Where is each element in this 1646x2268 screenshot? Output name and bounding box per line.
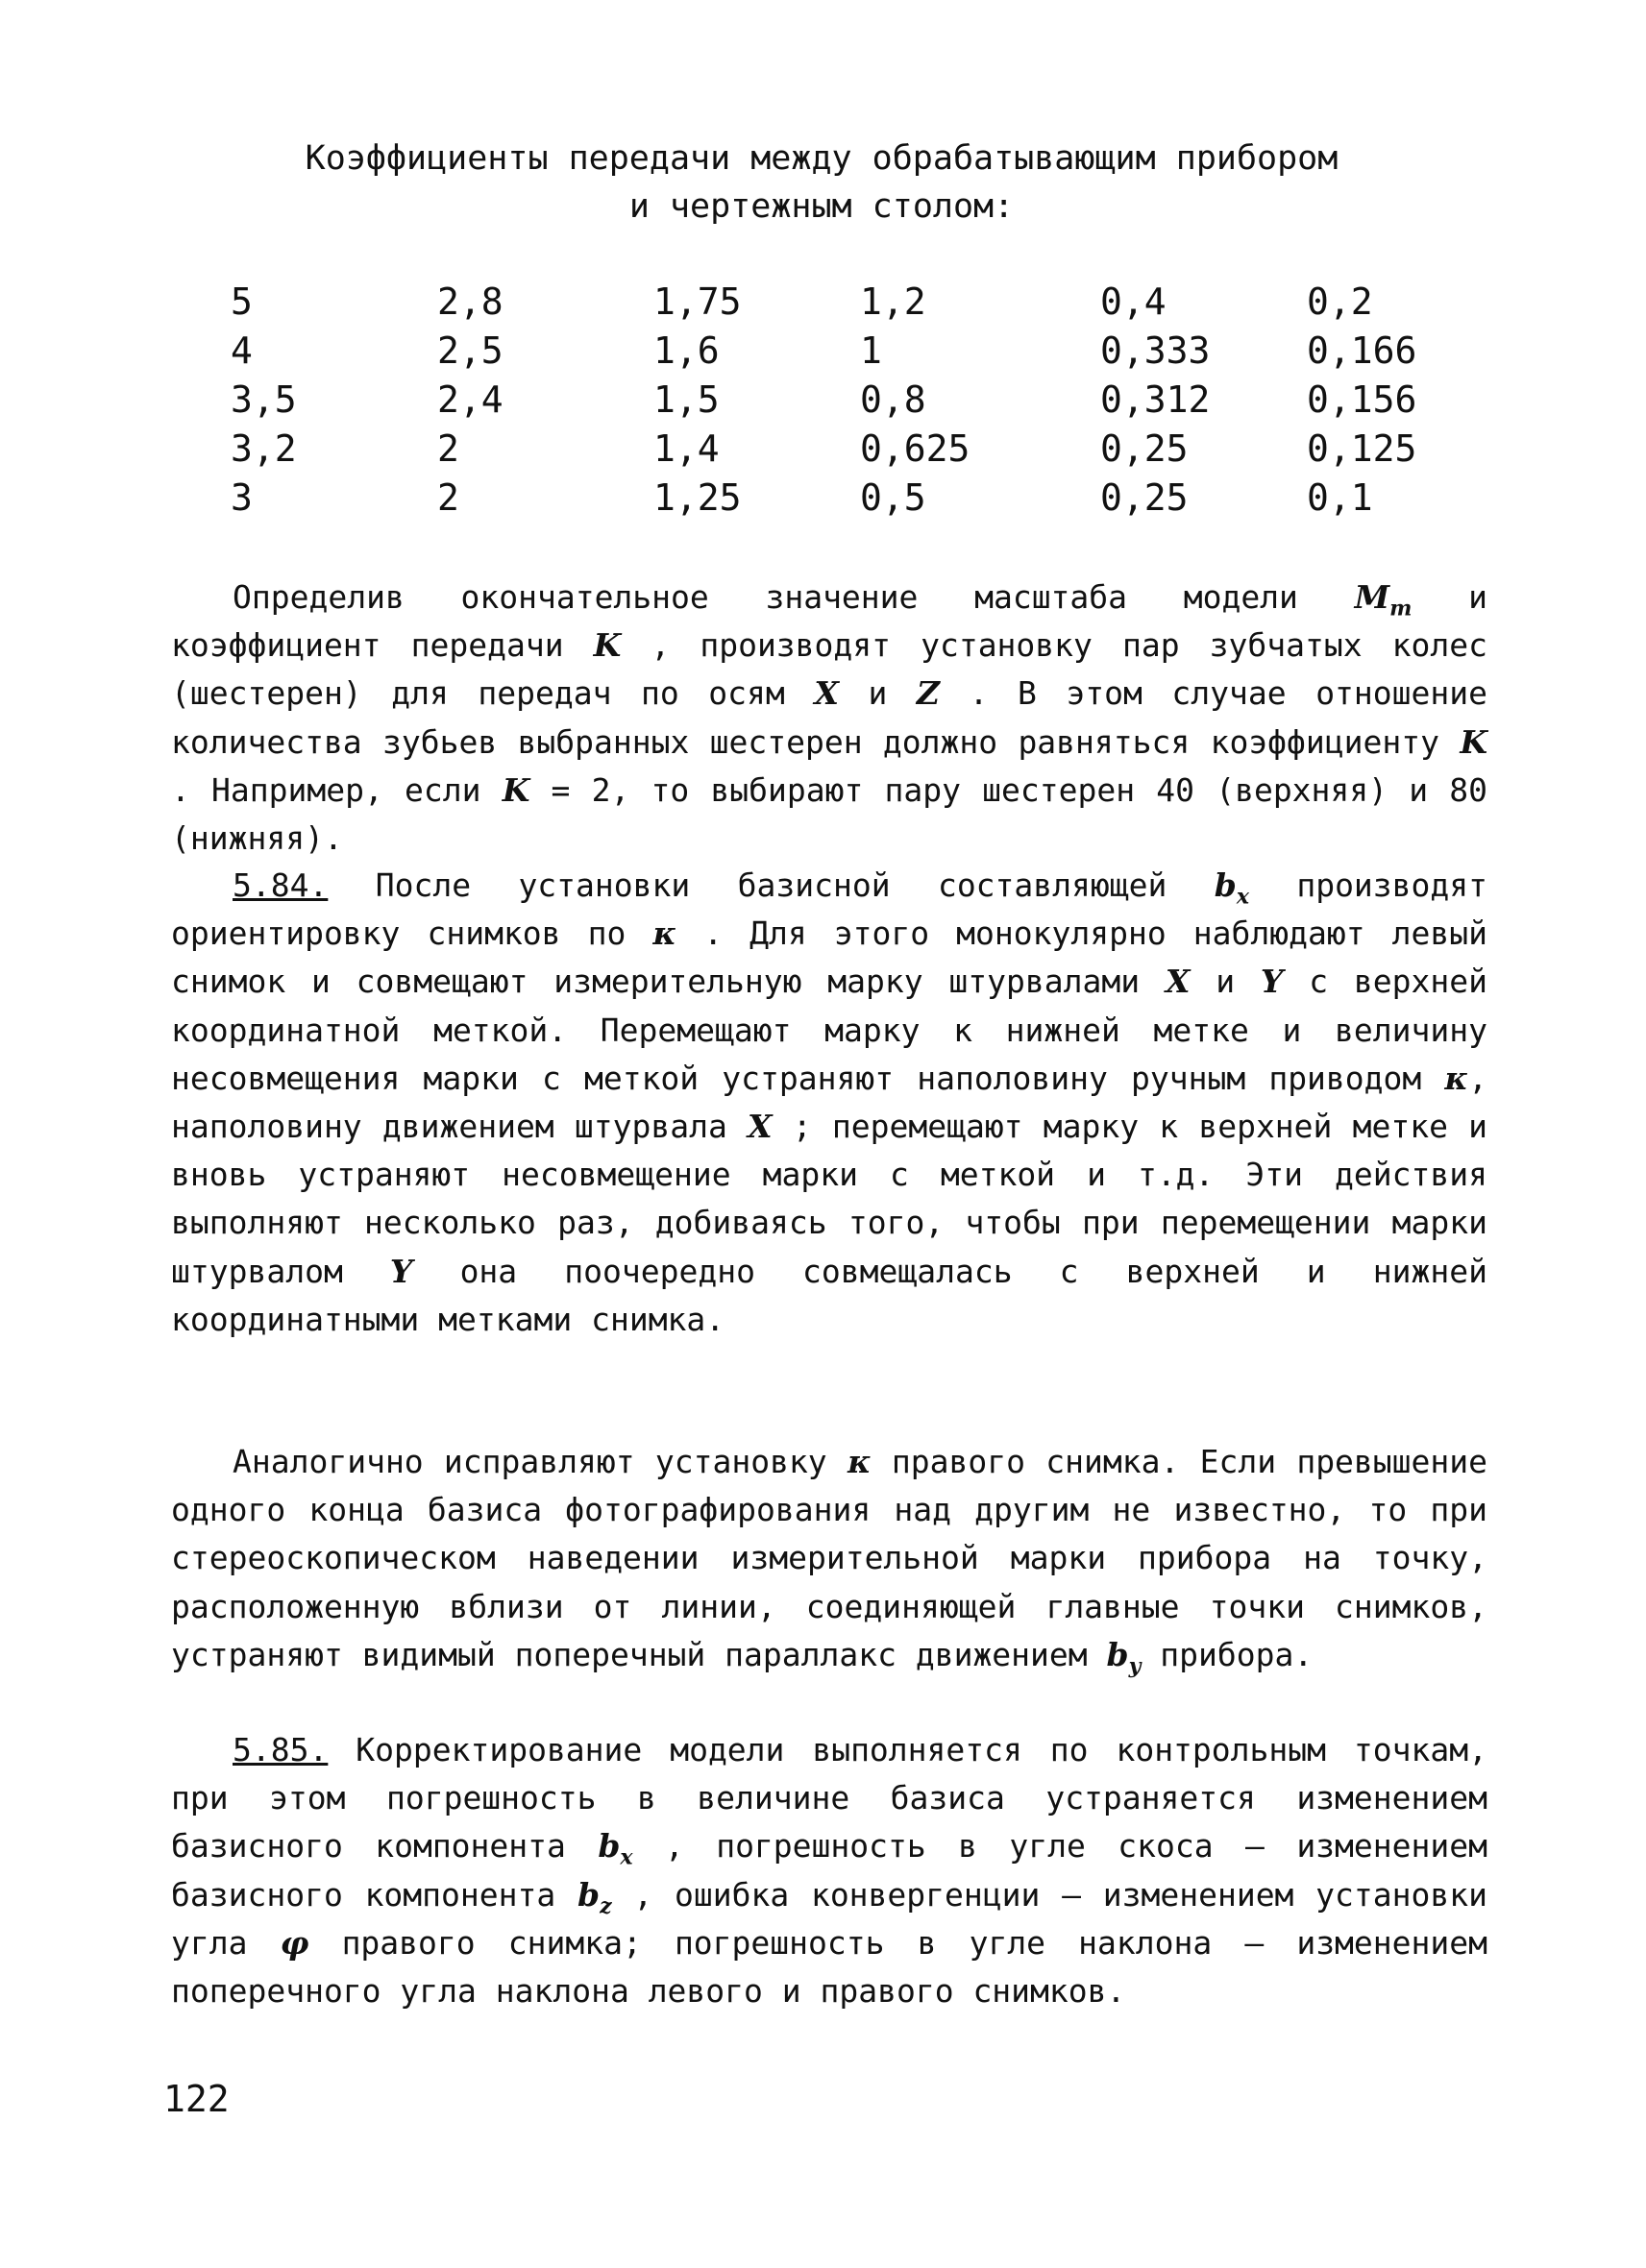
coefficients-table-body bbox=[231, 277, 1461, 522]
math-symbol bbox=[598, 1827, 633, 1870]
title-line-1: Коэффициенты передачи между обрабатывающим прибором bbox=[305, 139, 1339, 178]
text-run: и bbox=[1190, 963, 1261, 1001]
table-cell: 0,25 bbox=[1100, 476, 1189, 519]
table-cell: 1,25 bbox=[653, 476, 742, 519]
math-symbol: X bbox=[1165, 963, 1191, 1001]
math-subscript: z bbox=[600, 1893, 612, 1919]
table-cell: 0,25 bbox=[1100, 427, 1189, 470]
math-subscript: x bbox=[620, 1845, 633, 1870]
table-cell: 1,75 bbox=[653, 280, 742, 323]
table-cell: 0,625 bbox=[860, 427, 970, 470]
table-cell: 0,5 bbox=[860, 476, 926, 519]
page-number: 122 bbox=[163, 2078, 230, 2120]
text-run: После установки базисной составляющей bbox=[328, 866, 1215, 904]
paragraph-1 bbox=[171, 573, 1487, 863]
table-cell: 1,2 bbox=[860, 280, 926, 323]
text-run: . Например, если bbox=[171, 770, 503, 809]
text-run: . Для этого монокулярно наблюдают левый снимок и совмещают измерительную марку штурвалами bbox=[171, 915, 1487, 1001]
math-letter: M bbox=[1354, 578, 1390, 616]
math-symbol: Y bbox=[1260, 963, 1284, 1001]
text-run: , наполовину движением штурвала bbox=[171, 1059, 1487, 1146]
table-cell: 1,4 bbox=[653, 427, 720, 470]
table-cell: 1,6 bbox=[653, 329, 720, 372]
table-cell: 2,8 bbox=[437, 280, 504, 323]
math-symbol bbox=[1354, 578, 1413, 622]
table-cell: 1,5 bbox=[653, 378, 720, 421]
table-cell: 4 bbox=[231, 329, 253, 372]
coefficients-table bbox=[231, 277, 1461, 522]
table-title bbox=[163, 134, 1480, 231]
math-symbol: X bbox=[814, 674, 839, 713]
table-cell: 3,5 bbox=[231, 378, 297, 421]
table-row bbox=[231, 424, 1461, 473]
table-cell: 2 bbox=[437, 476, 459, 519]
text-run: , ошибка конвергенции – изменением установки угла bbox=[171, 1875, 1487, 1962]
table-row bbox=[231, 277, 1461, 326]
text-run: правого снимка. Если превышение одного конца базиса фотографирования над другим не известно, то при стереоскопическом наведении измерительной марки прибора на точку, расположенную вблизи от линии, соединяющей главные точки снимков, устраняют видимый поперечный параллакс движением bbox=[171, 1443, 1487, 1673]
table-cell: 0,8 bbox=[860, 378, 926, 421]
math-subscript: m bbox=[1389, 596, 1413, 622]
math-symbol: K bbox=[502, 770, 530, 809]
math-letter: b bbox=[1214, 866, 1237, 904]
text-run: . В этом случае отношение количества зубьев выбранных шестерен должно равняться коэффициенту bbox=[171, 674, 1487, 761]
title-line-2: и чертежным столом: bbox=[628, 187, 1015, 226]
math-symbol: K bbox=[1460, 722, 1487, 761]
section-number: 5.84. bbox=[233, 866, 329, 904]
math-letter: b bbox=[598, 1827, 621, 1866]
math-subscript: x bbox=[1236, 884, 1249, 910]
math-symbol: Y bbox=[389, 1252, 413, 1290]
table-row bbox=[231, 375, 1461, 424]
math-letter: b bbox=[1106, 1635, 1129, 1673]
math-symbol: κ bbox=[652, 915, 677, 953]
table-row bbox=[231, 473, 1461, 522]
paragraph-5-84 bbox=[171, 862, 1487, 1344]
math-symbol bbox=[577, 1875, 612, 1919]
table-cell: 2 bbox=[437, 427, 459, 470]
table-cell: 1 bbox=[860, 329, 882, 372]
math-symbol: κ bbox=[1444, 1059, 1469, 1097]
text-run: она поочередно совмещалась с верхней и нижней координатными метками снимка. bbox=[171, 1252, 1487, 1338]
text-run: = 2, то выбирают пару шестерен 40 (верхняя) и 80 (нижняя). bbox=[171, 770, 1487, 858]
table-cell: 3,2 bbox=[231, 427, 297, 470]
math-symbol: X bbox=[748, 1108, 773, 1146]
math-letter: b bbox=[577, 1875, 601, 1914]
text-run: , производят установку пар зубчатых колес (шестерен) для передач по осям bbox=[171, 626, 1487, 713]
table-cell: 0,1 bbox=[1307, 476, 1373, 519]
table-cell: 0,312 bbox=[1100, 378, 1211, 421]
text-run: Определив окончательное значение масштаба модели bbox=[233, 578, 1355, 616]
table-cell: 0,333 bbox=[1100, 329, 1211, 372]
table-row bbox=[231, 326, 1461, 375]
math-symbol bbox=[1214, 866, 1249, 910]
text-run: прибора. bbox=[1141, 1635, 1314, 1673]
math-symbol: κ bbox=[847, 1443, 872, 1480]
table-cell: 0,166 bbox=[1307, 329, 1417, 372]
math-symbol: Z bbox=[916, 674, 941, 713]
text-run: ; перемещают марку к верхней метке и вновь устраняют несовмещение марки с меткой и т.д. Эти действия выполняют несколько раз, добиваясь того, чтобы при перемещении марки штурвалом bbox=[171, 1108, 1488, 1290]
table-cell: 2,4 bbox=[437, 378, 504, 421]
text-run: Аналогично исправляют установку bbox=[233, 1443, 848, 1480]
section-number: 5.85. bbox=[233, 1731, 329, 1768]
paragraph-5-85 bbox=[171, 1726, 1487, 2015]
table-cell: 3 bbox=[231, 476, 253, 519]
table-cell: 0,2 bbox=[1307, 280, 1373, 323]
math-symbol: K bbox=[593, 626, 622, 665]
table-cell: 5 bbox=[231, 280, 253, 323]
text-run: с верхней координатной меткой. Перемещают марку к нижней метке и величину несовмещения марки с меткой устраняют наполовину ручным приводом bbox=[171, 963, 1487, 1097]
math-symbol bbox=[1106, 1635, 1142, 1679]
table-cell: 2,5 bbox=[437, 329, 504, 372]
table-cell: 0,156 bbox=[1307, 378, 1417, 421]
text-run: Корректирование модели выполняется по контрольным точкам, при этом погрешность в величине базиса устраняется изменением базисного компонента bbox=[171, 1731, 1487, 1866]
table-cell: 0,125 bbox=[1307, 427, 1417, 470]
text-run: , погрешность в угле скоса – изменением базисного компонента bbox=[171, 1827, 1487, 1914]
text-run: производят ориентировку снимков по bbox=[171, 866, 1488, 953]
text-run: и коэффициент передачи bbox=[171, 578, 1487, 665]
math-subscript: y bbox=[1128, 1653, 1142, 1679]
text-run: и bbox=[838, 674, 917, 713]
math-symbol: φ bbox=[280, 1923, 309, 1962]
table-cell: 0,4 bbox=[1100, 280, 1167, 323]
text-run: правого снимка; погрешность в угле наклона – изменением поперечного угла наклона левого и правого снимков. bbox=[171, 1923, 1488, 2011]
paragraph-3 bbox=[171, 1438, 1487, 1679]
